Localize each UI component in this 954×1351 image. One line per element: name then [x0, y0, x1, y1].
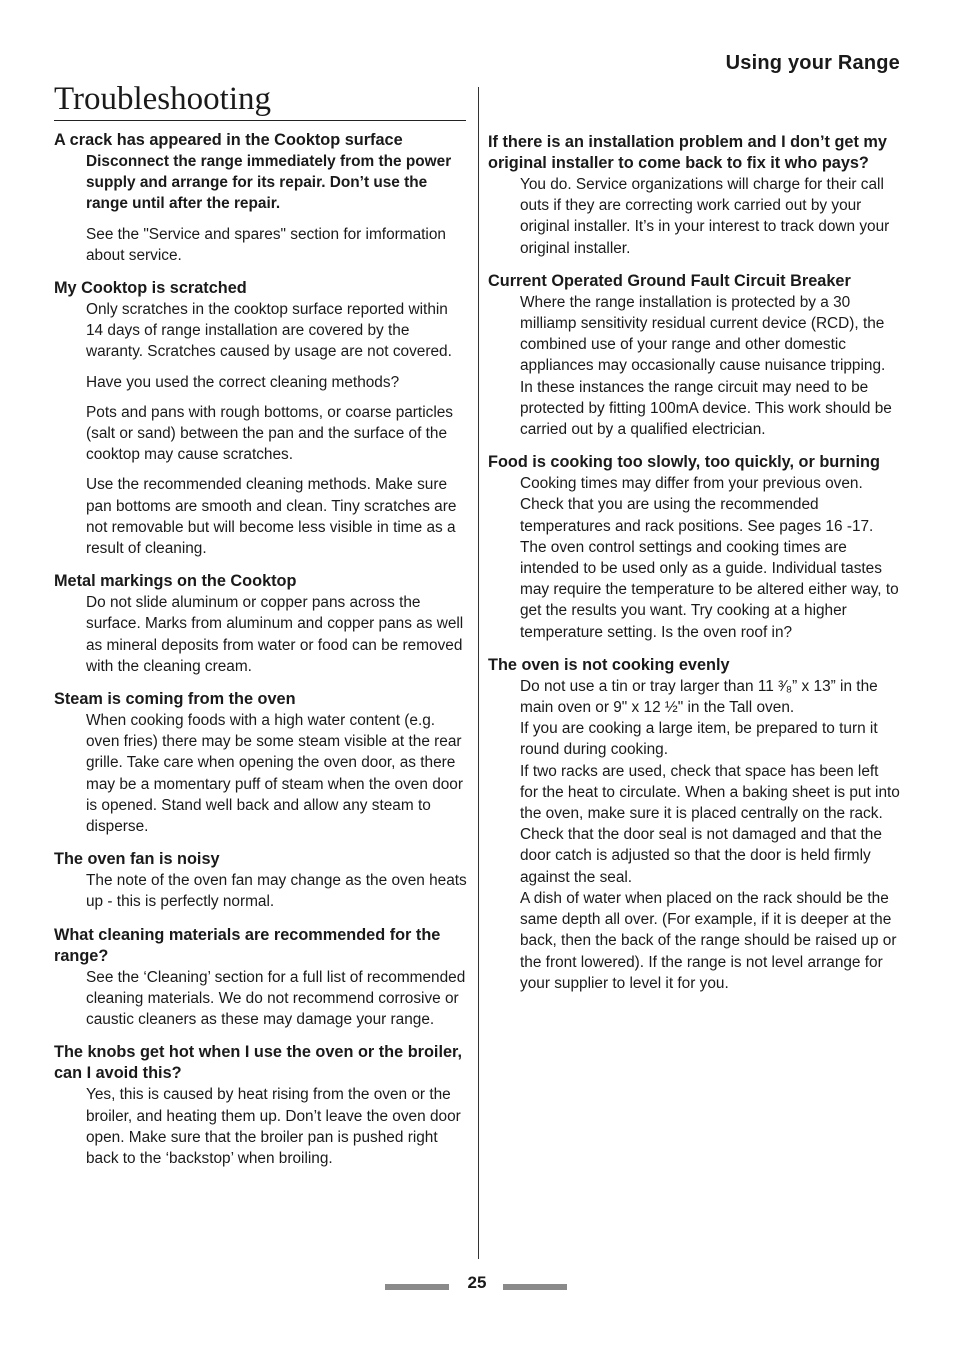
faq-answer: Where the range installation is protected by a 30 milliamp sensitivity residual current device (RCD), the combined use of your range and other domestic appliances may occasionally cause nuisance tripping. In these instances the range circuit may need to be protected by fitting 100mA device. This work should be carried out by a qualified electrician. [520, 293, 892, 439]
faq-answer: Have you used the correct cleaning methods? [86, 373, 400, 391]
faq-question: Food is cooking too slowly, too quickly, or burning [488, 453, 880, 472]
faq-answer: Yes, this is caused by heat rising from the oven or the broiler, and heating them up. Don’t leave the oven door open. Make sure that the broiler pan is pushed right back to the ‘backstop’ when broiling. [86, 1086, 461, 1167]
faq-answer: If you are cooking a large item, be prepared to turn it round during cooking. [520, 720, 878, 759]
faq-question: A crack has appeared in the Cooktop surface [54, 131, 403, 149]
footer-bar-right [503, 1284, 567, 1290]
page-number: 25 [467, 1273, 487, 1292]
faq-answer: See the "Service and spares" section for imformation about service. [86, 225, 446, 264]
right-column [488, 132, 900, 1006]
faq-answer: Pots and pans with rough bottoms, or coarse particles (salt or sand) between the pan and the surface of the cooktop may cause scratches. [86, 403, 454, 464]
faq-answer: Do not use a tin or tray larger than 11 ³⁄₈” x 13” in the main oven or 9" x 12 ½" in the Tall oven. [520, 677, 878, 717]
faq-section [488, 452, 900, 643]
faq-question: The oven fan is noisy [54, 850, 220, 869]
faq-answer: Cooking times may differ from your previous oven. Check that you are using the recommended temperatures and rack positions. See pages 16 -17. The oven control settings and cooking times are intended to be used only as a guide. Individual tastes may require the temperature to be altered either way, to get the results you want. Try cooking at a higher temperature setting. Is the oven roof in? [520, 475, 899, 641]
faq-section [488, 655, 900, 994]
faq-question: Current Operated Ground Fault Circuit Breaker [488, 271, 851, 290]
faq-section [54, 130, 468, 266]
faq-section [54, 849, 468, 912]
section-header: Using your Range [725, 52, 900, 74]
faq-answer: You do. Service organizations will charge for their call outs if they are correcting work carried out by your original installer. It’s in your interest to track down your original installer. [520, 176, 890, 257]
faq-answer: When cooking foods with a high water content (e.g. oven fries) there may be some steam visible at the rear grille. Take care when opening the oven door, as there may be a momentary puff of steam when the oven door is opened. Stand well back and allow any steam to disperse. [86, 712, 463, 836]
faq-question: If there is an installation problem and I don’t get my original installer to come back to fix it who pays? [488, 133, 887, 172]
page-title: Troubleshooting [54, 80, 466, 121]
left-column [54, 130, 468, 1181]
faq-question: What cleaning materials are recommended for the range? [54, 925, 441, 965]
faq-section [54, 925, 468, 1031]
faq-section [54, 1042, 468, 1169]
faq-question: My Cooktop is scratched [54, 279, 247, 298]
footer-bar-left [385, 1284, 449, 1290]
faq-question: Steam is coming from the oven [54, 690, 296, 709]
faq-answer: A dish of water when placed on the rack should be the same depth all over. (For example, if it is deeper at the back, then the back of the range should be raised up or the front lowered). If the range is not level arrange for your supplier to level it for you. [520, 889, 897, 992]
faq-question: The oven is not cooking evenly [488, 655, 730, 674]
faq-answer: Disconnect the range immediately from the power supply and arrange for its repair. Don’t use the range until after the repair. [86, 153, 452, 213]
faq-answer: The note of the oven fan may change as the oven heats up - this is perfectly normal. [86, 872, 467, 911]
faq-question: Metal markings on the Cooktop [54, 572, 297, 591]
faq-answer: Do not slide aluminum or copper pans across the surface. Marks from aluminum and copper pans as well as mineral deposits from water or food can be removed with the cleaning cream. [86, 594, 464, 675]
faq-answer: See the ‘Cleaning’ section for a full list of recommended cleaning materials. We do not recommend corrosive or caustic cleaners as these may damage your range. [86, 968, 466, 1029]
faq-answer: Check that the door seal is not damaged and that the door catch is adjusted so that the door is held firmly against the seal. [520, 826, 882, 886]
faq-answer: Use the recommended cleaning methods. Make sure pan bottoms are smooth and clean. Tiny scratches are not removable but will become less visible in time as a result of cleaning. [86, 476, 457, 558]
faq-section [54, 571, 468, 677]
faq-section [488, 271, 900, 440]
faq-section [54, 689, 468, 837]
column-divider [478, 87, 479, 1259]
faq-question: The knobs get hot when I use the oven or the broiler, can I avoid this? [54, 1043, 462, 1083]
faq-answer: If two racks are used, check that space has been left for the heat to circulate. When a baking sheet is put into the oven, make sure it is placed centrally on the rack. [520, 762, 900, 823]
faq-section [54, 278, 468, 559]
faq-answer: Only scratches in the cooktop surface reported within 14 days of range installation are covered by the waranty. Scratches caused by usage are not covered. [86, 301, 452, 361]
faq-section [488, 132, 900, 259]
